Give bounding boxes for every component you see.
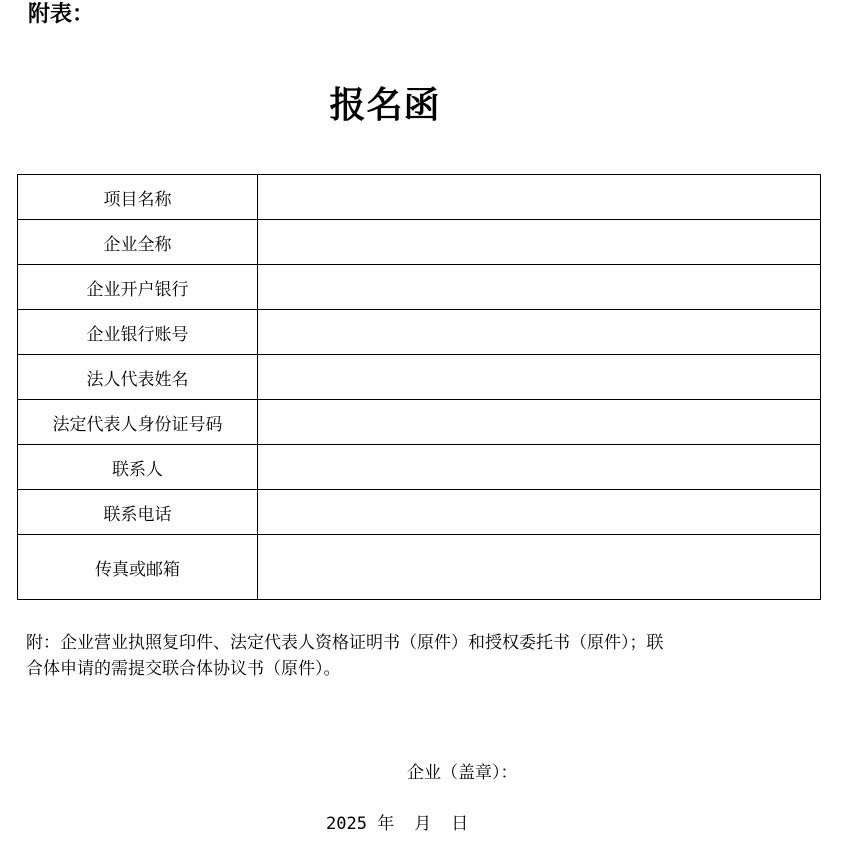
row-label-contact-person: 联系人 <box>18 445 258 490</box>
attachment-label: 附表： <box>28 2 95 27</box>
note-line-1: 附：企业营业执照复印件、法定代表人资格证明书（原件）和授权委托书（原件）；联 <box>26 633 664 653</box>
row-value-bank-account[interactable] <box>258 310 821 355</box>
table-row <box>18 490 821 535</box>
company-seal-label: 企业（盖章）： <box>407 763 518 783</box>
date-day-unit: 日 <box>451 814 469 834</box>
table-row <box>18 265 821 310</box>
row-value-project-name[interactable] <box>258 175 821 220</box>
table-row <box>18 310 821 355</box>
row-value-contact-person[interactable] <box>258 445 821 490</box>
table-row <box>18 220 821 265</box>
row-value-legal-rep-id[interactable] <box>258 400 821 445</box>
row-value-company-full-name[interactable] <box>258 220 821 265</box>
registration-form-table <box>17 174 821 600</box>
row-value-contact-phone[interactable] <box>258 490 821 535</box>
row-label-bank: 企业开户银行 <box>18 265 258 310</box>
row-label-project-name: 项目名称 <box>18 175 258 220</box>
row-value-bank[interactable] <box>258 265 821 310</box>
signature-date <box>326 811 468 837</box>
row-label-legal-rep-name: 法人代表姓名 <box>18 355 258 400</box>
table-row <box>18 445 821 490</box>
table-row <box>18 355 821 400</box>
row-label-legal-rep-id: 法定代表人身份证号码 <box>18 400 258 445</box>
row-value-legal-rep-name[interactable] <box>258 355 821 400</box>
table-row <box>18 400 821 445</box>
row-label-company-full-name: 企业全称 <box>18 220 258 265</box>
attachment-note <box>26 630 786 682</box>
page-title: 报名函 <box>329 84 441 126</box>
date-month-unit: 月 <box>414 814 432 834</box>
row-label-contact-phone: 联系电话 <box>18 490 258 535</box>
table-row <box>18 175 821 220</box>
date-year-unit: 年 <box>377 814 395 834</box>
row-label-fax-or-email: 传真或邮箱 <box>18 535 258 600</box>
note-line-2: 合体申请的需提交联合体协议书（原件）。 <box>26 659 341 679</box>
table-row <box>18 535 821 600</box>
row-label-bank-account: 企业银行账号 <box>18 310 258 355</box>
date-year: 2025 <box>326 814 367 834</box>
row-value-fax-or-email[interactable] <box>258 535 821 600</box>
